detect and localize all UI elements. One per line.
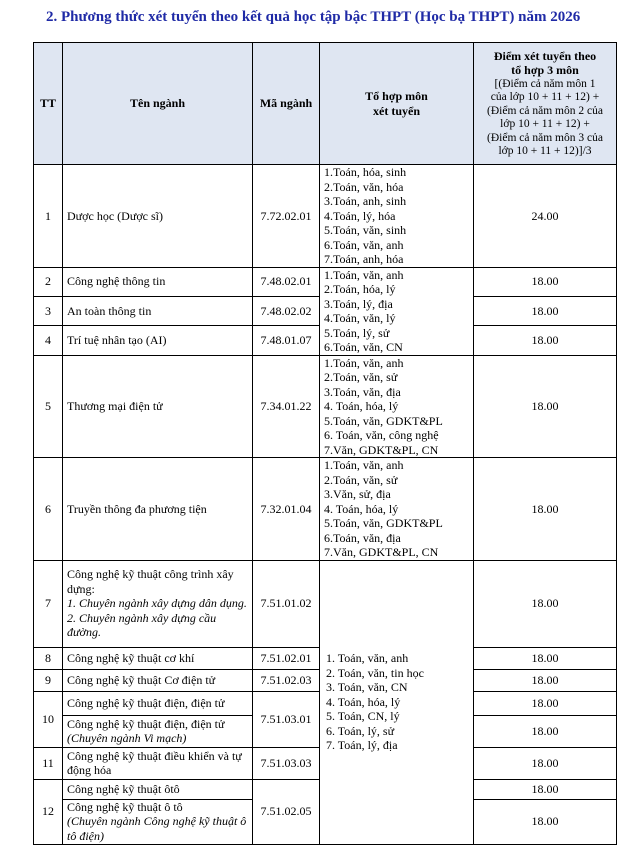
- header-code: Mã ngành: [253, 43, 320, 165]
- row-tt: 9: [34, 669, 63, 691]
- combo-item: 3.Văn, sử, địa: [324, 487, 391, 501]
- row-name: Công nghệ kỹ thuật điều khiển và tự động hóa: [63, 747, 253, 779]
- row-name-sub: (Chuyên ngành Vi mạch): [67, 731, 187, 745]
- combo-item: 2.Toán, văn, hóa: [324, 179, 404, 194]
- combo-item: 1.Toán, hóa, sinh: [324, 165, 407, 179]
- row-score: 18.00: [474, 747, 617, 779]
- row-name: Công nghệ thông tin: [63, 267, 253, 296]
- row-score: 18.00: [474, 560, 617, 647]
- row-code: 7.48.02.01: [253, 267, 320, 296]
- row-name: [63, 799, 253, 844]
- combo-group-3: [320, 355, 474, 458]
- combo-item: 4. Toán, hóa, lý: [324, 501, 399, 516]
- row-code: 7.51.01.02: [253, 560, 320, 647]
- header-score: [474, 43, 617, 165]
- row-name: Trí tuệ nhân tạo (AI): [63, 326, 253, 355]
- row-score: 18.00: [474, 458, 617, 561]
- row-code: 7.48.01.07: [253, 326, 320, 355]
- row-name: [63, 715, 253, 747]
- row-score: 18.00: [474, 691, 617, 715]
- combo-item: 5.Toán, văn, GDKT&PL: [324, 516, 443, 530]
- row-tt: 7: [34, 560, 63, 647]
- combo-item: 6. Toán, văn, công nghệ: [324, 428, 439, 442]
- combo-group-4: [320, 458, 474, 561]
- combo-item: 2.Toán, văn, sử: [324, 370, 398, 384]
- row-name: Dược học (Dược sĩ): [63, 165, 253, 268]
- row-tt: 5: [34, 355, 63, 458]
- header-name: Tên ngành: [63, 43, 253, 165]
- row-tt: 1: [34, 165, 63, 268]
- row-code: 7.32.01.04: [253, 458, 320, 561]
- combo-item: 6.Toán, văn, địa: [324, 530, 401, 545]
- row-name: Công nghệ kỹ thuật ôtô: [63, 779, 253, 799]
- table-row: [34, 165, 617, 268]
- row-score: 18.00: [474, 355, 617, 458]
- row-tt: 6: [34, 458, 63, 561]
- combo-item: 1. Toán, văn, anh: [326, 651, 409, 666]
- combo-group-1: [320, 165, 474, 268]
- combo-item: 6.Toán, văn, anh: [324, 237, 404, 252]
- combo-item: 1.Toán, văn, anh: [324, 267, 404, 282]
- row-code: 7.51.03.03: [253, 747, 320, 779]
- header-combo: Tổ hợp môn xét tuyển: [320, 43, 474, 165]
- row-name: Công nghệ kỹ thuật Cơ điện tử: [63, 669, 253, 691]
- combo-item: 4. Toán, hóa, lý: [326, 694, 401, 709]
- header-score-note: [(Điểm cả năm môn 1 của lớp 10 + 11 + 12) + (Điểm cả năm môn 2 của lớp 10 + 11 + 12) + (Điểm cả năm môn 3 của lớp 10 + 11 + 12)]/3: [487, 77, 603, 157]
- row-name-sub: 2. Chuyên ngành xây dựng cầu đường.: [67, 610, 217, 640]
- header-tt: TT: [34, 43, 63, 165]
- combo-item: 6. Toán, lý, sử: [326, 723, 395, 738]
- row-code: 7.34.01.22: [253, 355, 320, 458]
- row-score: 18.00: [474, 326, 617, 355]
- combo-item: 5.Toán, lý, sử: [324, 325, 390, 340]
- combo-item: 6.Toán, văn, CN: [324, 340, 403, 354]
- row-name: An toàn thông tin: [63, 296, 253, 325]
- section-title: 2. Phương thức xét tuyển theo kết quả học tập bậc THPT (Học bạ THPT) năm 2026: [46, 9, 581, 25]
- combo-item: 4. Toán, hóa, lý: [324, 399, 399, 413]
- row-code: 7.48.02.02: [253, 296, 320, 325]
- row-code: 7.51.02.01: [253, 647, 320, 669]
- table-row: [34, 560, 617, 647]
- combo-item: 5. Toán, CN, lý: [326, 709, 400, 724]
- row-score: 18.00: [474, 267, 617, 296]
- row-score: 18.00: [474, 799, 617, 844]
- combo-item: 2.Toán, văn, sử: [324, 472, 398, 487]
- row-tt: 10: [34, 691, 63, 747]
- row-score: 18.00: [474, 647, 617, 669]
- combo-group-5: [320, 560, 474, 844]
- row-tt: 8: [34, 647, 63, 669]
- row-score: 18.00: [474, 296, 617, 325]
- row-name-main: Công nghệ kỹ thuật ô tô: [67, 799, 183, 814]
- combo-item: 2. Toán, văn, tin học: [326, 665, 424, 680]
- combo-item: 7.Văn, GDKT&PL, CN: [324, 545, 439, 559]
- row-tt: 11: [34, 747, 63, 779]
- table-row: [34, 458, 617, 561]
- row-tt: 3: [34, 296, 63, 325]
- admission-table: [33, 42, 617, 845]
- combo-item: 7.Văn, GDKT&PL, CN: [324, 442, 439, 457]
- row-tt: 12: [34, 779, 63, 844]
- row-code: 7.51.02.03: [253, 669, 320, 691]
- row-name-main: Công nghệ kỹ thuật công trình xây dựng:: [67, 567, 234, 596]
- table-row: [34, 267, 617, 296]
- combo-item: 7.Toán, anh, hóa: [324, 252, 404, 266]
- header-score-title: Điểm xét tuyển theo tổ hợp 3 môn: [493, 48, 597, 77]
- row-name: [63, 560, 253, 647]
- combo-item: 3.Toán, lý, địa: [324, 296, 393, 311]
- table-row: [34, 355, 617, 458]
- row-tt: 4: [34, 326, 63, 355]
- row-score: 24.00: [474, 165, 617, 268]
- combo-item: 3. Toán, văn, CN: [326, 680, 408, 695]
- row-score: 18.00: [474, 669, 617, 691]
- combo-item: 4.Toán, lý, hóa: [324, 208, 396, 223]
- table-header-row: [34, 43, 617, 165]
- row-code: 7.51.02.05: [253, 779, 320, 844]
- combo-item: 7. Toán, lý, địa: [326, 738, 398, 753]
- combo-item: 3.Toán, văn, địa: [324, 384, 401, 399]
- combo-item: 2.Toán, hóa, lý: [324, 282, 396, 296]
- row-name: Công nghệ kỹ thuật cơ khí: [63, 647, 253, 669]
- row-score: 18.00: [474, 715, 617, 747]
- row-code: 7.51.03.01: [253, 691, 320, 747]
- row-name: Công nghệ kỹ thuật điện, điện tử: [63, 691, 253, 715]
- row-code: 7.72.02.01: [253, 165, 320, 268]
- combo-item: 1.Toán, văn, anh: [324, 355, 404, 370]
- row-name-sub: 1. Chuyên ngành xây dựng dân dụng.: [67, 596, 247, 611]
- combo-item: 4.Toán, văn, lý: [324, 311, 396, 325]
- row-name: Truyền thông đa phương tiện: [63, 458, 253, 561]
- combo-item: 1.Toán, văn, anh: [324, 458, 404, 472]
- combo-group-2: [320, 267, 474, 355]
- row-name-sub: (Chuyên ngành Công nghệ kỹ thuật ô tô điện): [67, 814, 247, 843]
- combo-item: 5.Toán, văn, GDKT&PL: [324, 413, 443, 428]
- row-name-main: Công nghệ kỹ thuật điện, điện tử: [67, 716, 225, 731]
- row-tt: 2: [34, 267, 63, 296]
- row-score: 18.00: [474, 779, 617, 799]
- combo-item: 5.Toán, văn, sinh: [324, 223, 407, 237]
- row-name: Thương mại điện tử: [63, 355, 253, 458]
- combo-item: 3.Toán, anh, sinh: [324, 194, 407, 208]
